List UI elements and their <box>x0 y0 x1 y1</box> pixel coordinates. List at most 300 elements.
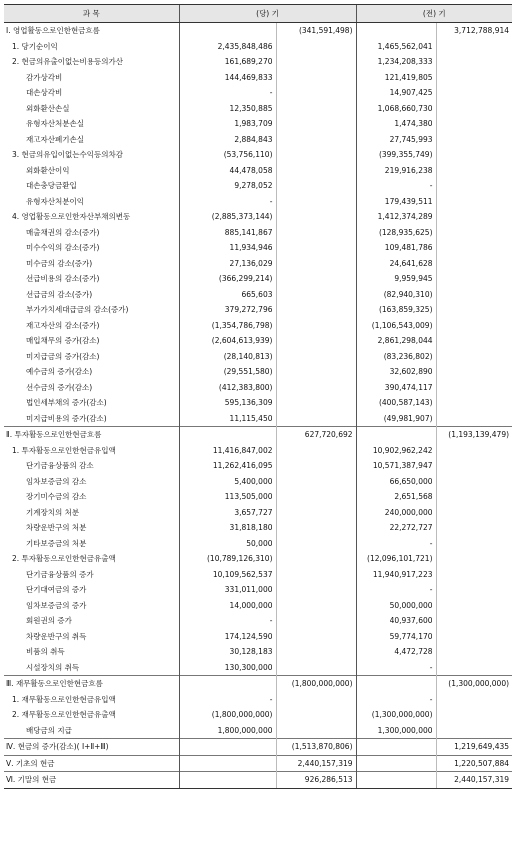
header-previous-period: (전) 기 <box>356 5 512 23</box>
current-detail-amount: 31,818,180 <box>179 520 276 536</box>
current-detail-amount: 144,469,833 <box>179 70 276 86</box>
current-total-amount <box>276 147 356 163</box>
current-total-amount <box>276 287 356 303</box>
row-label: 미수금의 감소(증가) <box>26 258 93 268</box>
table-row <box>4 629 512 645</box>
current-detail-amount: 161,689,270 <box>179 54 276 70</box>
row-label: 기계장치의 처분 <box>26 507 80 517</box>
row-label: 2. 재무활동으로인한현금유출액 <box>12 710 116 719</box>
previous-detail-amount <box>356 427 436 443</box>
previous-total-amount <box>436 692 512 708</box>
row-label: 1. 투자활동으로인한현금유입액 <box>12 445 116 455</box>
row-label: 배당금의 지급 <box>26 725 72 735</box>
current-detail-amount: 11,115,450 <box>179 411 276 427</box>
current-total-amount: (1,513,870,806) <box>276 739 356 756</box>
previous-detail-amount: 390,474,117 <box>356 380 436 396</box>
previous-total-amount <box>436 443 512 459</box>
current-detail-amount: 174,124,590 <box>179 629 276 645</box>
current-total-amount <box>276 598 356 614</box>
current-detail-amount: 1,983,709 <box>179 116 276 132</box>
current-detail-amount: 11,416,847,002 <box>179 443 276 459</box>
current-total-amount <box>276 660 356 676</box>
row-label: 회원권의 증가 <box>26 616 72 625</box>
table-row <box>4 333 512 349</box>
current-detail-amount: 30,128,183 <box>179 644 276 660</box>
current-detail-amount <box>179 739 276 756</box>
row-label: 매출채권의 감소(증가) <box>26 227 100 237</box>
row-label: 예수금의 증가(감소) <box>26 367 93 376</box>
current-detail-amount: 3,657,727 <box>179 505 276 521</box>
current-detail-amount: 14,000,000 <box>179 598 276 614</box>
previous-total-amount <box>436 163 512 179</box>
current-total-amount <box>276 333 356 349</box>
previous-detail-amount: 179,439,511 <box>356 194 436 210</box>
table-row <box>4 707 512 723</box>
current-total-amount <box>276 116 356 132</box>
row-label: 단기금융상품의 감소 <box>26 461 94 470</box>
current-detail-amount <box>179 23 276 39</box>
previous-detail-amount: 32,602,890 <box>356 364 436 380</box>
previous-detail-amount: 1,412,374,289 <box>356 209 436 225</box>
current-detail-amount: 665,603 <box>179 287 276 303</box>
current-total-amount: 2,440,157,319 <box>276 755 356 772</box>
previous-total-amount <box>436 349 512 365</box>
current-detail-amount <box>179 676 276 692</box>
current-detail-amount: 27,136,029 <box>179 256 276 272</box>
current-detail-amount: 44,478,058 <box>179 163 276 179</box>
previous-detail-amount: (1,300,000,000) <box>356 707 436 723</box>
row-label: Ⅱ. 투자활동으로인한현금흐름 <box>4 427 179 443</box>
current-total-amount <box>276 194 356 210</box>
previous-total-amount: 2,440,157,319 <box>436 772 512 789</box>
table-row <box>4 349 512 365</box>
current-total-amount <box>276 209 356 225</box>
previous-detail-amount: 1,300,000,000 <box>356 723 436 739</box>
row-label: 재고자산폐기손실 <box>26 134 84 144</box>
previous-detail-amount: 1,234,208,333 <box>356 54 436 70</box>
current-total-amount <box>276 395 356 411</box>
previous-detail-amount <box>356 755 436 772</box>
table-row <box>4 271 512 287</box>
current-total-amount <box>276 39 356 55</box>
table-row <box>4 318 512 334</box>
current-detail-amount: 1,800,000,000 <box>179 723 276 739</box>
current-detail-amount: 11,262,416,095 <box>179 458 276 474</box>
previous-total-amount <box>436 613 512 629</box>
current-detail-amount: - <box>179 613 276 629</box>
previous-detail-amount: 22,272,727 <box>356 520 436 536</box>
current-detail-amount: 10,109,562,537 <box>179 567 276 583</box>
row-label: 임차보증금의 감소 <box>26 476 87 486</box>
previous-detail-amount: 10,902,962,242 <box>356 443 436 459</box>
row-label: 외화환산손실 <box>26 103 70 113</box>
row-label: 유형자산처분손실 <box>26 119 84 128</box>
row-label: 미지급비용의 증가(감소) <box>26 413 107 423</box>
table-row <box>4 582 512 598</box>
row-label: 2. 현금의유출이없는비용등의가산 <box>12 57 123 66</box>
row-label: 시설장치의 취득 <box>26 662 80 672</box>
current-total-amount <box>276 178 356 194</box>
previous-detail-amount: - <box>356 660 436 676</box>
previous-detail-amount: 121,419,805 <box>356 70 436 86</box>
previous-detail-amount: 4,472,728 <box>356 644 436 660</box>
previous-total-amount: 3,712,788,914 <box>436 23 512 39</box>
previous-total-amount <box>436 629 512 645</box>
previous-total-amount <box>436 178 512 194</box>
previous-detail-amount: - <box>356 536 436 552</box>
row-label: 대손상각비 <box>26 88 63 97</box>
current-detail-amount: 113,505,000 <box>179 489 276 505</box>
row-label: 미지급금의 증가(감소) <box>26 351 100 361</box>
current-total-amount <box>276 318 356 334</box>
current-detail-amount: - <box>179 692 276 708</box>
current-total-amount <box>276 582 356 598</box>
previous-detail-amount: 59,774,170 <box>356 629 436 645</box>
current-detail-amount: 379,272,796 <box>179 302 276 318</box>
row-label: 2. 투자활동으로인한현금유출액 <box>12 554 116 563</box>
row-label: Ⅵ. 기말의 현금 <box>4 772 179 789</box>
previous-detail-amount: 2,861,298,044 <box>356 333 436 349</box>
previous-total-amount <box>436 598 512 614</box>
table-row <box>4 380 512 396</box>
table-row <box>4 147 512 163</box>
previous-total-amount <box>436 520 512 536</box>
previous-total-amount <box>436 302 512 318</box>
row-label: 4. 영업활동으로인한자산부채의변동 <box>12 212 131 221</box>
previous-detail-amount: 2,651,568 <box>356 489 436 505</box>
current-detail-amount: 5,400,000 <box>179 474 276 490</box>
previous-total-amount <box>436 474 512 490</box>
current-total-amount <box>276 520 356 536</box>
previous-detail-amount: (400,587,143) <box>356 395 436 411</box>
previous-total-amount <box>436 132 512 148</box>
previous-total-amount <box>436 54 512 70</box>
previous-total-amount <box>436 256 512 272</box>
table-row <box>4 240 512 256</box>
row-label: 선급비용의 감소(증가) <box>26 274 100 283</box>
current-detail-amount: (1,800,000,000) <box>179 707 276 723</box>
current-detail-amount: 130,300,000 <box>179 660 276 676</box>
previous-detail-amount: 40,937,600 <box>356 613 436 629</box>
current-detail-amount: 331,011,000 <box>179 582 276 598</box>
table-row <box>4 54 512 70</box>
current-detail-amount: 12,350,885 <box>179 101 276 117</box>
previous-total-amount <box>436 287 512 303</box>
current-detail-amount <box>179 427 276 443</box>
previous-total-amount: 1,219,649,435 <box>436 739 512 756</box>
current-detail-amount: 595,136,309 <box>179 395 276 411</box>
table-row <box>4 474 512 490</box>
previous-detail-amount: 10,571,387,947 <box>356 458 436 474</box>
table-row <box>4 163 512 179</box>
current-total-amount <box>276 551 356 567</box>
row-label: 유형자산처분이익 <box>26 196 84 206</box>
current-detail-amount <box>179 772 276 789</box>
table-row <box>4 85 512 101</box>
current-detail-amount: 11,934,946 <box>179 240 276 256</box>
previous-total-amount: (1,193,139,479) <box>436 427 512 443</box>
table-row <box>4 692 512 708</box>
current-total-amount <box>276 85 356 101</box>
current-detail-amount: (2,885,373,144) <box>179 209 276 225</box>
previous-total-amount <box>436 489 512 505</box>
table-row <box>4 551 512 567</box>
previous-total-amount <box>436 582 512 598</box>
current-detail-amount: (1,354,786,798) <box>179 318 276 334</box>
previous-detail-amount: - <box>356 582 436 598</box>
table-row <box>4 39 512 55</box>
previous-total-amount <box>436 101 512 117</box>
previous-total-amount <box>436 551 512 567</box>
previous-total-amount <box>436 209 512 225</box>
current-detail-amount: (53,756,110) <box>179 147 276 163</box>
previous-detail-amount: 24,641,628 <box>356 256 436 272</box>
row-label: 3. 현금의유입이없는수익등의차감 <box>12 150 123 159</box>
previous-detail-amount: (399,355,749) <box>356 147 436 163</box>
current-total-amount: 627,720,692 <box>276 427 356 443</box>
cash-flow-statement <box>4 4 512 789</box>
previous-total-amount <box>436 240 512 256</box>
section-row <box>4 755 512 772</box>
current-total-amount <box>276 101 356 117</box>
row-label: 선급금의 감소(증가) <box>26 289 93 299</box>
table-row <box>4 70 512 86</box>
row-label: 감가상각비 <box>26 72 63 82</box>
previous-total-amount <box>436 39 512 55</box>
current-total-amount <box>276 458 356 474</box>
previous-detail-amount: 1,068,660,730 <box>356 101 436 117</box>
row-label: 재고자산의 감소(증가) <box>26 320 100 330</box>
previous-total-amount <box>436 723 512 739</box>
previous-total-amount: (1,300,000,000) <box>436 676 512 692</box>
current-total-amount <box>276 364 356 380</box>
previous-detail-amount: - <box>356 178 436 194</box>
current-detail-amount: (10,789,126,310) <box>179 551 276 567</box>
previous-total-amount <box>436 567 512 583</box>
current-total-amount <box>276 443 356 459</box>
table-row <box>4 116 512 132</box>
previous-total-amount <box>436 194 512 210</box>
current-total-amount <box>276 489 356 505</box>
section-row <box>4 739 512 756</box>
cash-flow-table <box>4 4 512 789</box>
current-total-amount <box>276 380 356 396</box>
row-label: Ⅰ. 영업활동으로인한현금흐름 <box>6 26 100 35</box>
table-row <box>4 505 512 521</box>
row-label: 차량운반구의 처분 <box>26 523 87 532</box>
current-total-amount <box>276 644 356 660</box>
current-detail-amount: 50,000 <box>179 536 276 552</box>
previous-detail-amount: (163,859,325) <box>356 302 436 318</box>
table-row <box>4 256 512 272</box>
current-detail-amount: 9,278,052 <box>179 178 276 194</box>
row-label: Ⅳ. 현금의 증가(감소)( Ⅰ+Ⅱ+Ⅲ) <box>4 739 179 756</box>
previous-total-amount <box>436 147 512 163</box>
previous-total-amount <box>436 318 512 334</box>
row-label: 부가가치세대급금의 감소(증가) <box>26 305 129 314</box>
row-label: 외화환산이익 <box>26 165 70 175</box>
previous-detail-amount: 9,959,945 <box>356 271 436 287</box>
previous-detail-amount: (83,236,802) <box>356 349 436 365</box>
section-row <box>4 23 512 39</box>
previous-total-amount <box>436 644 512 660</box>
current-total-amount <box>276 302 356 318</box>
current-total-amount <box>276 723 356 739</box>
row-label: 매입채무의 증가(감소) <box>26 336 100 345</box>
previous-total-amount <box>436 380 512 396</box>
previous-detail-amount <box>356 23 436 39</box>
previous-total-amount <box>436 660 512 676</box>
current-total-amount <box>276 411 356 427</box>
table-row <box>4 567 512 583</box>
header-item: 과 목 <box>4 5 179 23</box>
previous-detail-amount: (82,940,310) <box>356 287 436 303</box>
previous-detail-amount <box>356 739 436 756</box>
previous-total-amount <box>436 411 512 427</box>
previous-detail-amount: 240,000,000 <box>356 505 436 521</box>
current-total-amount <box>276 505 356 521</box>
row-label: 차량운반구의 취득 <box>26 631 87 641</box>
header-row <box>4 5 512 23</box>
current-total-amount: (341,591,498) <box>276 23 356 39</box>
section-row <box>4 427 512 443</box>
current-detail-amount: 2,884,843 <box>179 132 276 148</box>
table-row <box>4 613 512 629</box>
table-row <box>4 225 512 241</box>
previous-detail-amount: 1,474,380 <box>356 116 436 132</box>
current-total-amount <box>276 707 356 723</box>
previous-total-amount <box>436 116 512 132</box>
current-total-amount <box>276 474 356 490</box>
current-total-amount <box>276 349 356 365</box>
previous-total-amount <box>436 458 512 474</box>
previous-total-amount <box>436 271 512 287</box>
row-label: Ⅲ. 재무활동으로인한현금흐름 <box>4 676 179 692</box>
table-row <box>4 660 512 676</box>
table-row <box>4 132 512 148</box>
table-row <box>4 489 512 505</box>
current-total-amount <box>276 567 356 583</box>
previous-total-amount <box>436 505 512 521</box>
current-total-amount <box>276 70 356 86</box>
current-detail-amount: 2,435,848,486 <box>179 39 276 55</box>
current-total-amount <box>276 54 356 70</box>
current-detail-amount <box>179 755 276 772</box>
row-label: 대손충당금환입 <box>26 181 77 190</box>
previous-total-amount <box>436 364 512 380</box>
current-detail-amount: (366,299,214) <box>179 271 276 287</box>
table-row <box>4 411 512 427</box>
section-row <box>4 676 512 692</box>
previous-detail-amount: (12,096,101,721) <box>356 551 436 567</box>
previous-detail-amount: 50,000,000 <box>356 598 436 614</box>
previous-total-amount <box>436 395 512 411</box>
row-label: 1. 재무활동으로인한현금유입액 <box>12 694 116 704</box>
previous-detail-amount: 11,940,917,223 <box>356 567 436 583</box>
section-row <box>4 772 512 789</box>
current-total-amount <box>276 536 356 552</box>
row-label: 법인세부채의 증가(감소) <box>26 398 107 407</box>
table-row <box>4 395 512 411</box>
previous-detail-amount: (1,106,543,009) <box>356 318 436 334</box>
table-row <box>4 536 512 552</box>
table-row <box>4 209 512 225</box>
previous-detail-amount <box>356 772 436 789</box>
current-total-amount <box>276 163 356 179</box>
table-row <box>4 520 512 536</box>
current-detail-amount: - <box>179 85 276 101</box>
row-label: 기타보증금의 처분 <box>26 538 87 548</box>
previous-detail-amount: 219,916,238 <box>356 163 436 179</box>
current-total-amount <box>276 132 356 148</box>
table-row <box>4 458 512 474</box>
current-detail-amount: - <box>179 194 276 210</box>
row-label: 단기대여금의 증가 <box>26 585 87 594</box>
current-detail-amount: (412,383,800) <box>179 380 276 396</box>
table-row <box>4 443 512 459</box>
current-total-amount <box>276 629 356 645</box>
row-label: 임차보증금의 증가 <box>26 600 87 610</box>
current-total-amount <box>276 271 356 287</box>
current-total-amount: (1,800,000,000) <box>276 676 356 692</box>
previous-total-amount <box>436 536 512 552</box>
row-label: 미수수익의 감소(증가) <box>26 243 100 252</box>
current-detail-amount: 885,141,867 <box>179 225 276 241</box>
row-label: 장기미수금의 감소 <box>26 492 87 501</box>
row-label: 비품의 취득 <box>26 647 65 656</box>
previous-total-amount <box>436 225 512 241</box>
current-detail-amount: (2,604,613,939) <box>179 333 276 349</box>
current-total-amount <box>276 692 356 708</box>
previous-detail-amount: 109,481,786 <box>356 240 436 256</box>
table-row <box>4 302 512 318</box>
current-detail-amount: (29,551,580) <box>179 364 276 380</box>
previous-detail-amount: - <box>356 692 436 708</box>
previous-detail-amount: (49,981,907) <box>356 411 436 427</box>
previous-total-amount: 1,220,507,884 <box>436 755 512 772</box>
previous-total-amount <box>436 70 512 86</box>
previous-detail-amount: 1,465,562,041 <box>356 39 436 55</box>
current-total-amount <box>276 256 356 272</box>
table-body <box>4 23 512 789</box>
current-total-amount: 926,286,513 <box>276 772 356 789</box>
previous-detail-amount: (128,935,625) <box>356 225 436 241</box>
current-total-amount <box>276 240 356 256</box>
table-row <box>4 178 512 194</box>
previous-detail-amount: 14,907,425 <box>356 85 436 101</box>
table-row <box>4 644 512 660</box>
row-label: 선수금의 증가(감소) <box>26 382 93 392</box>
current-detail-amount: (28,140,813) <box>179 349 276 365</box>
previous-total-amount <box>436 707 512 723</box>
current-total-amount <box>276 225 356 241</box>
row-label: 단기금융상품의 증가 <box>26 569 94 579</box>
previous-detail-amount: 27,745,993 <box>356 132 436 148</box>
previous-total-amount <box>436 85 512 101</box>
header-current-period: (당) 기 <box>179 5 356 23</box>
table-row <box>4 287 512 303</box>
current-total-amount <box>276 613 356 629</box>
previous-total-amount <box>436 333 512 349</box>
table-row <box>4 598 512 614</box>
table-row <box>4 723 512 739</box>
table-row <box>4 101 512 117</box>
table-row <box>4 194 512 210</box>
previous-detail-amount: 66,650,000 <box>356 474 436 490</box>
table-row <box>4 364 512 380</box>
previous-detail-amount <box>356 676 436 692</box>
row-label: Ⅴ. 기초의 현금 <box>4 755 179 772</box>
